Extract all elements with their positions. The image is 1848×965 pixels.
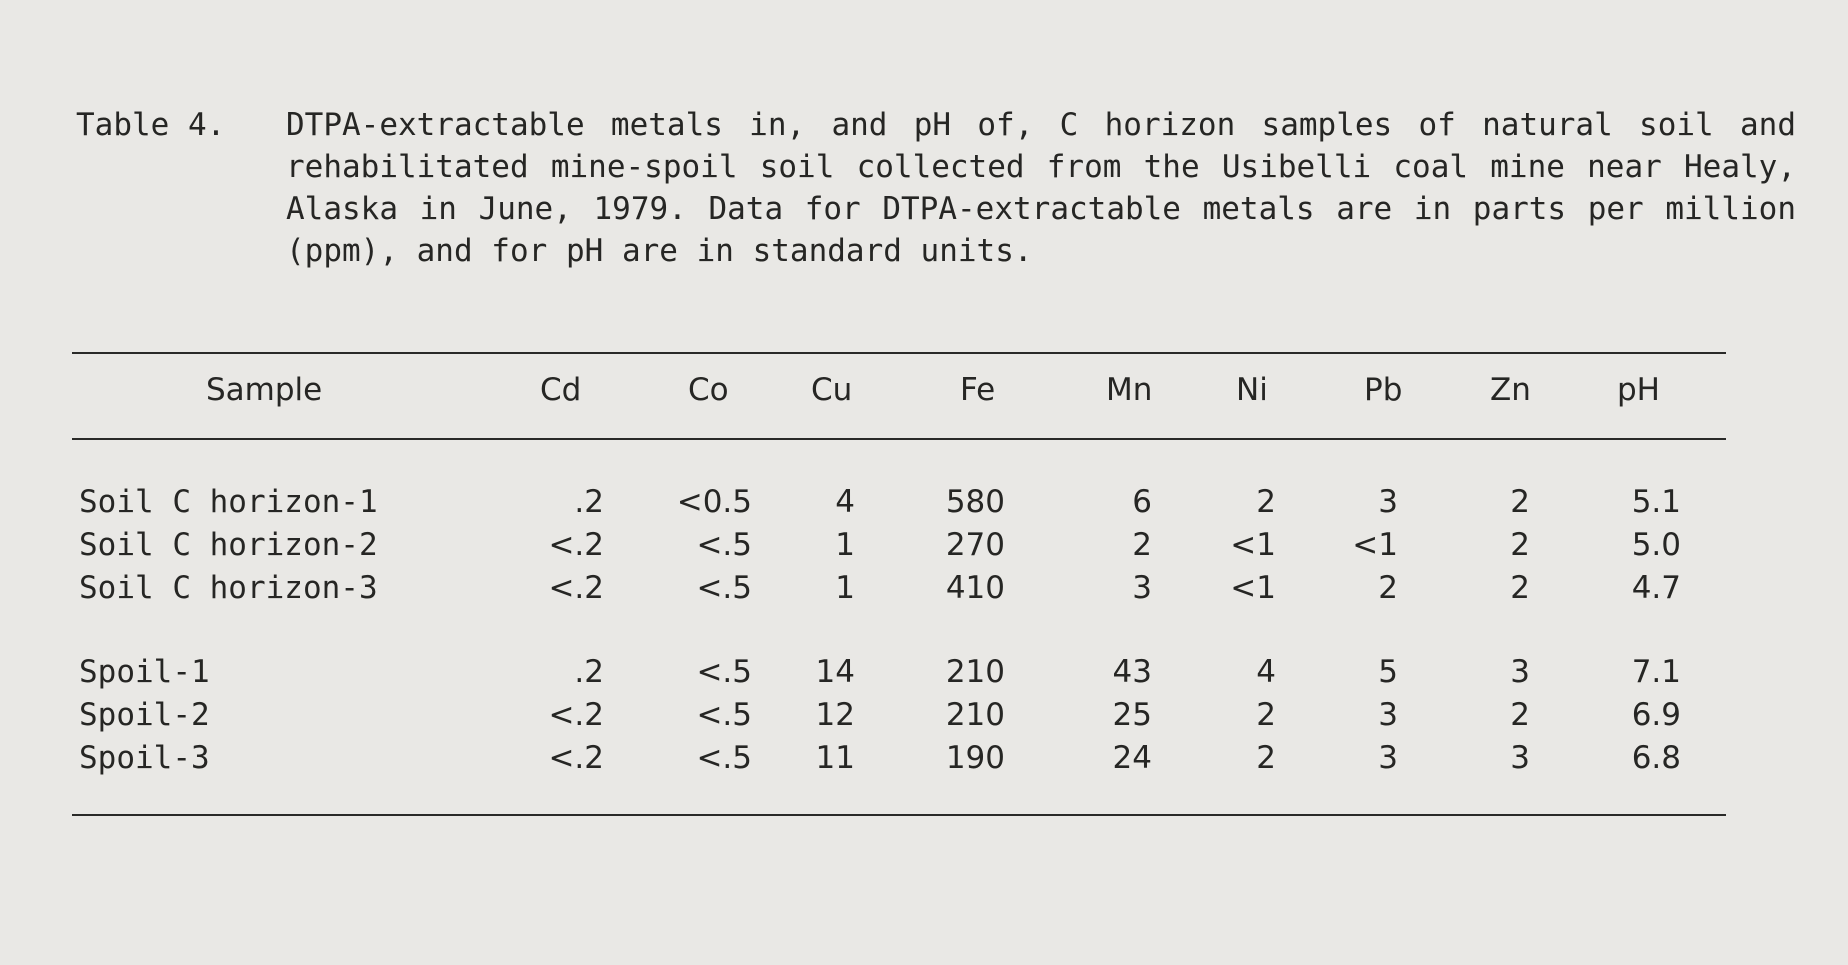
header-mn: Mn bbox=[1106, 372, 1153, 408]
cell-zn: 3 bbox=[1510, 654, 1530, 690]
cell-pb: 5 bbox=[1378, 654, 1398, 690]
header-sample: Sample bbox=[206, 372, 323, 408]
cell-zn: 2 bbox=[1510, 527, 1530, 563]
header-fe: Fe bbox=[960, 372, 996, 408]
header-cd: Cd bbox=[540, 372, 582, 408]
cell-ni: 4 bbox=[1256, 654, 1276, 690]
cell-fe: 210 bbox=[945, 697, 1005, 733]
cell-co: <.5 bbox=[696, 740, 752, 776]
cell-pb: 2 bbox=[1378, 570, 1398, 606]
cell-co: <0.5 bbox=[676, 484, 752, 520]
cell-ph: 7.1 bbox=[1631, 654, 1681, 690]
cell-co: <.5 bbox=[696, 570, 752, 606]
cell-ni: 2 bbox=[1256, 697, 1276, 733]
cell-cu: 14 bbox=[815, 654, 855, 690]
cell-mn: 43 bbox=[1112, 654, 1152, 690]
cell-fe: 580 bbox=[945, 484, 1005, 520]
cell-ni: 2 bbox=[1256, 740, 1276, 776]
cell-fe: 270 bbox=[945, 527, 1005, 563]
cell-mn: 6 bbox=[1132, 484, 1152, 520]
table-header-rule bbox=[72, 438, 1726, 440]
cell-cu: 4 bbox=[835, 484, 855, 520]
cell-ni: <1 bbox=[1230, 570, 1276, 606]
cell-sample: Soil C horizon-2 bbox=[79, 527, 378, 563]
cell-sample: Soil C horizon-1 bbox=[79, 484, 378, 520]
cell-mn: 2 bbox=[1132, 527, 1152, 563]
table-bottom-rule bbox=[72, 814, 1726, 816]
cell-ni: 2 bbox=[1256, 484, 1276, 520]
cell-ph: 5.0 bbox=[1631, 527, 1681, 563]
header-ni: Ni bbox=[1236, 372, 1268, 408]
cell-ph: 6.9 bbox=[1631, 697, 1681, 733]
cell-zn: 2 bbox=[1510, 570, 1530, 606]
cell-cu: 11 bbox=[815, 740, 855, 776]
cell-cu: 12 bbox=[815, 697, 855, 733]
cell-pb: <1 bbox=[1352, 527, 1398, 563]
cell-mn: 24 bbox=[1112, 740, 1152, 776]
table-top-rule bbox=[72, 352, 1726, 354]
header-co: Co bbox=[688, 372, 729, 408]
cell-zn: 3 bbox=[1510, 740, 1530, 776]
cell-pb: 3 bbox=[1378, 697, 1398, 733]
cell-ni: <1 bbox=[1230, 527, 1276, 563]
cell-cu: 1 bbox=[835, 570, 855, 606]
cell-ph: 4.7 bbox=[1631, 570, 1681, 606]
cell-pb: 3 bbox=[1378, 484, 1398, 520]
caption-text: DTPA-extractable metals in, and pH of, C horizon samples of natural soil and rehabilitated mine-spoil soil collected from the Usibelli coal mine near Healy, Alaska in June, 1979. Data for DTPA-extractable metals are in parts per million (ppm), and for pH are in standard units. bbox=[286, 107, 1796, 269]
cell-mn: 25 bbox=[1112, 697, 1152, 733]
cell-sample: Spoil-3 bbox=[79, 740, 210, 776]
header-cu: Cu bbox=[811, 372, 853, 408]
cell-cd: .2 bbox=[574, 654, 604, 690]
cell-cd: <.2 bbox=[548, 527, 604, 563]
cell-cd: <.2 bbox=[548, 697, 604, 733]
cell-fe: 190 bbox=[945, 740, 1005, 776]
cell-cd: .2 bbox=[574, 484, 604, 520]
cell-sample: Soil C horizon-3 bbox=[79, 570, 378, 606]
header-zn: Zn bbox=[1490, 372, 1531, 408]
cell-ph: 6.8 bbox=[1631, 740, 1681, 776]
cell-mn: 3 bbox=[1132, 570, 1152, 606]
header-ph: pH bbox=[1617, 372, 1660, 408]
cell-zn: 2 bbox=[1510, 697, 1530, 733]
cell-sample: Spoil-2 bbox=[79, 697, 210, 733]
cell-sample: Spoil-1 bbox=[79, 654, 210, 690]
cell-co: <.5 bbox=[696, 697, 752, 733]
cell-fe: 410 bbox=[945, 570, 1005, 606]
cell-pb: 3 bbox=[1378, 740, 1398, 776]
cell-cd: <.2 bbox=[548, 570, 604, 606]
caption-label: Table 4. bbox=[76, 107, 226, 143]
cell-fe: 210 bbox=[945, 654, 1005, 690]
header-pb: Pb bbox=[1364, 372, 1403, 408]
cell-cu: 1 bbox=[835, 527, 855, 563]
cell-cd: <.2 bbox=[548, 740, 604, 776]
cell-co: <.5 bbox=[696, 527, 752, 563]
cell-co: <.5 bbox=[696, 654, 752, 690]
cell-zn: 2 bbox=[1510, 484, 1530, 520]
cell-ph: 5.1 bbox=[1631, 484, 1681, 520]
